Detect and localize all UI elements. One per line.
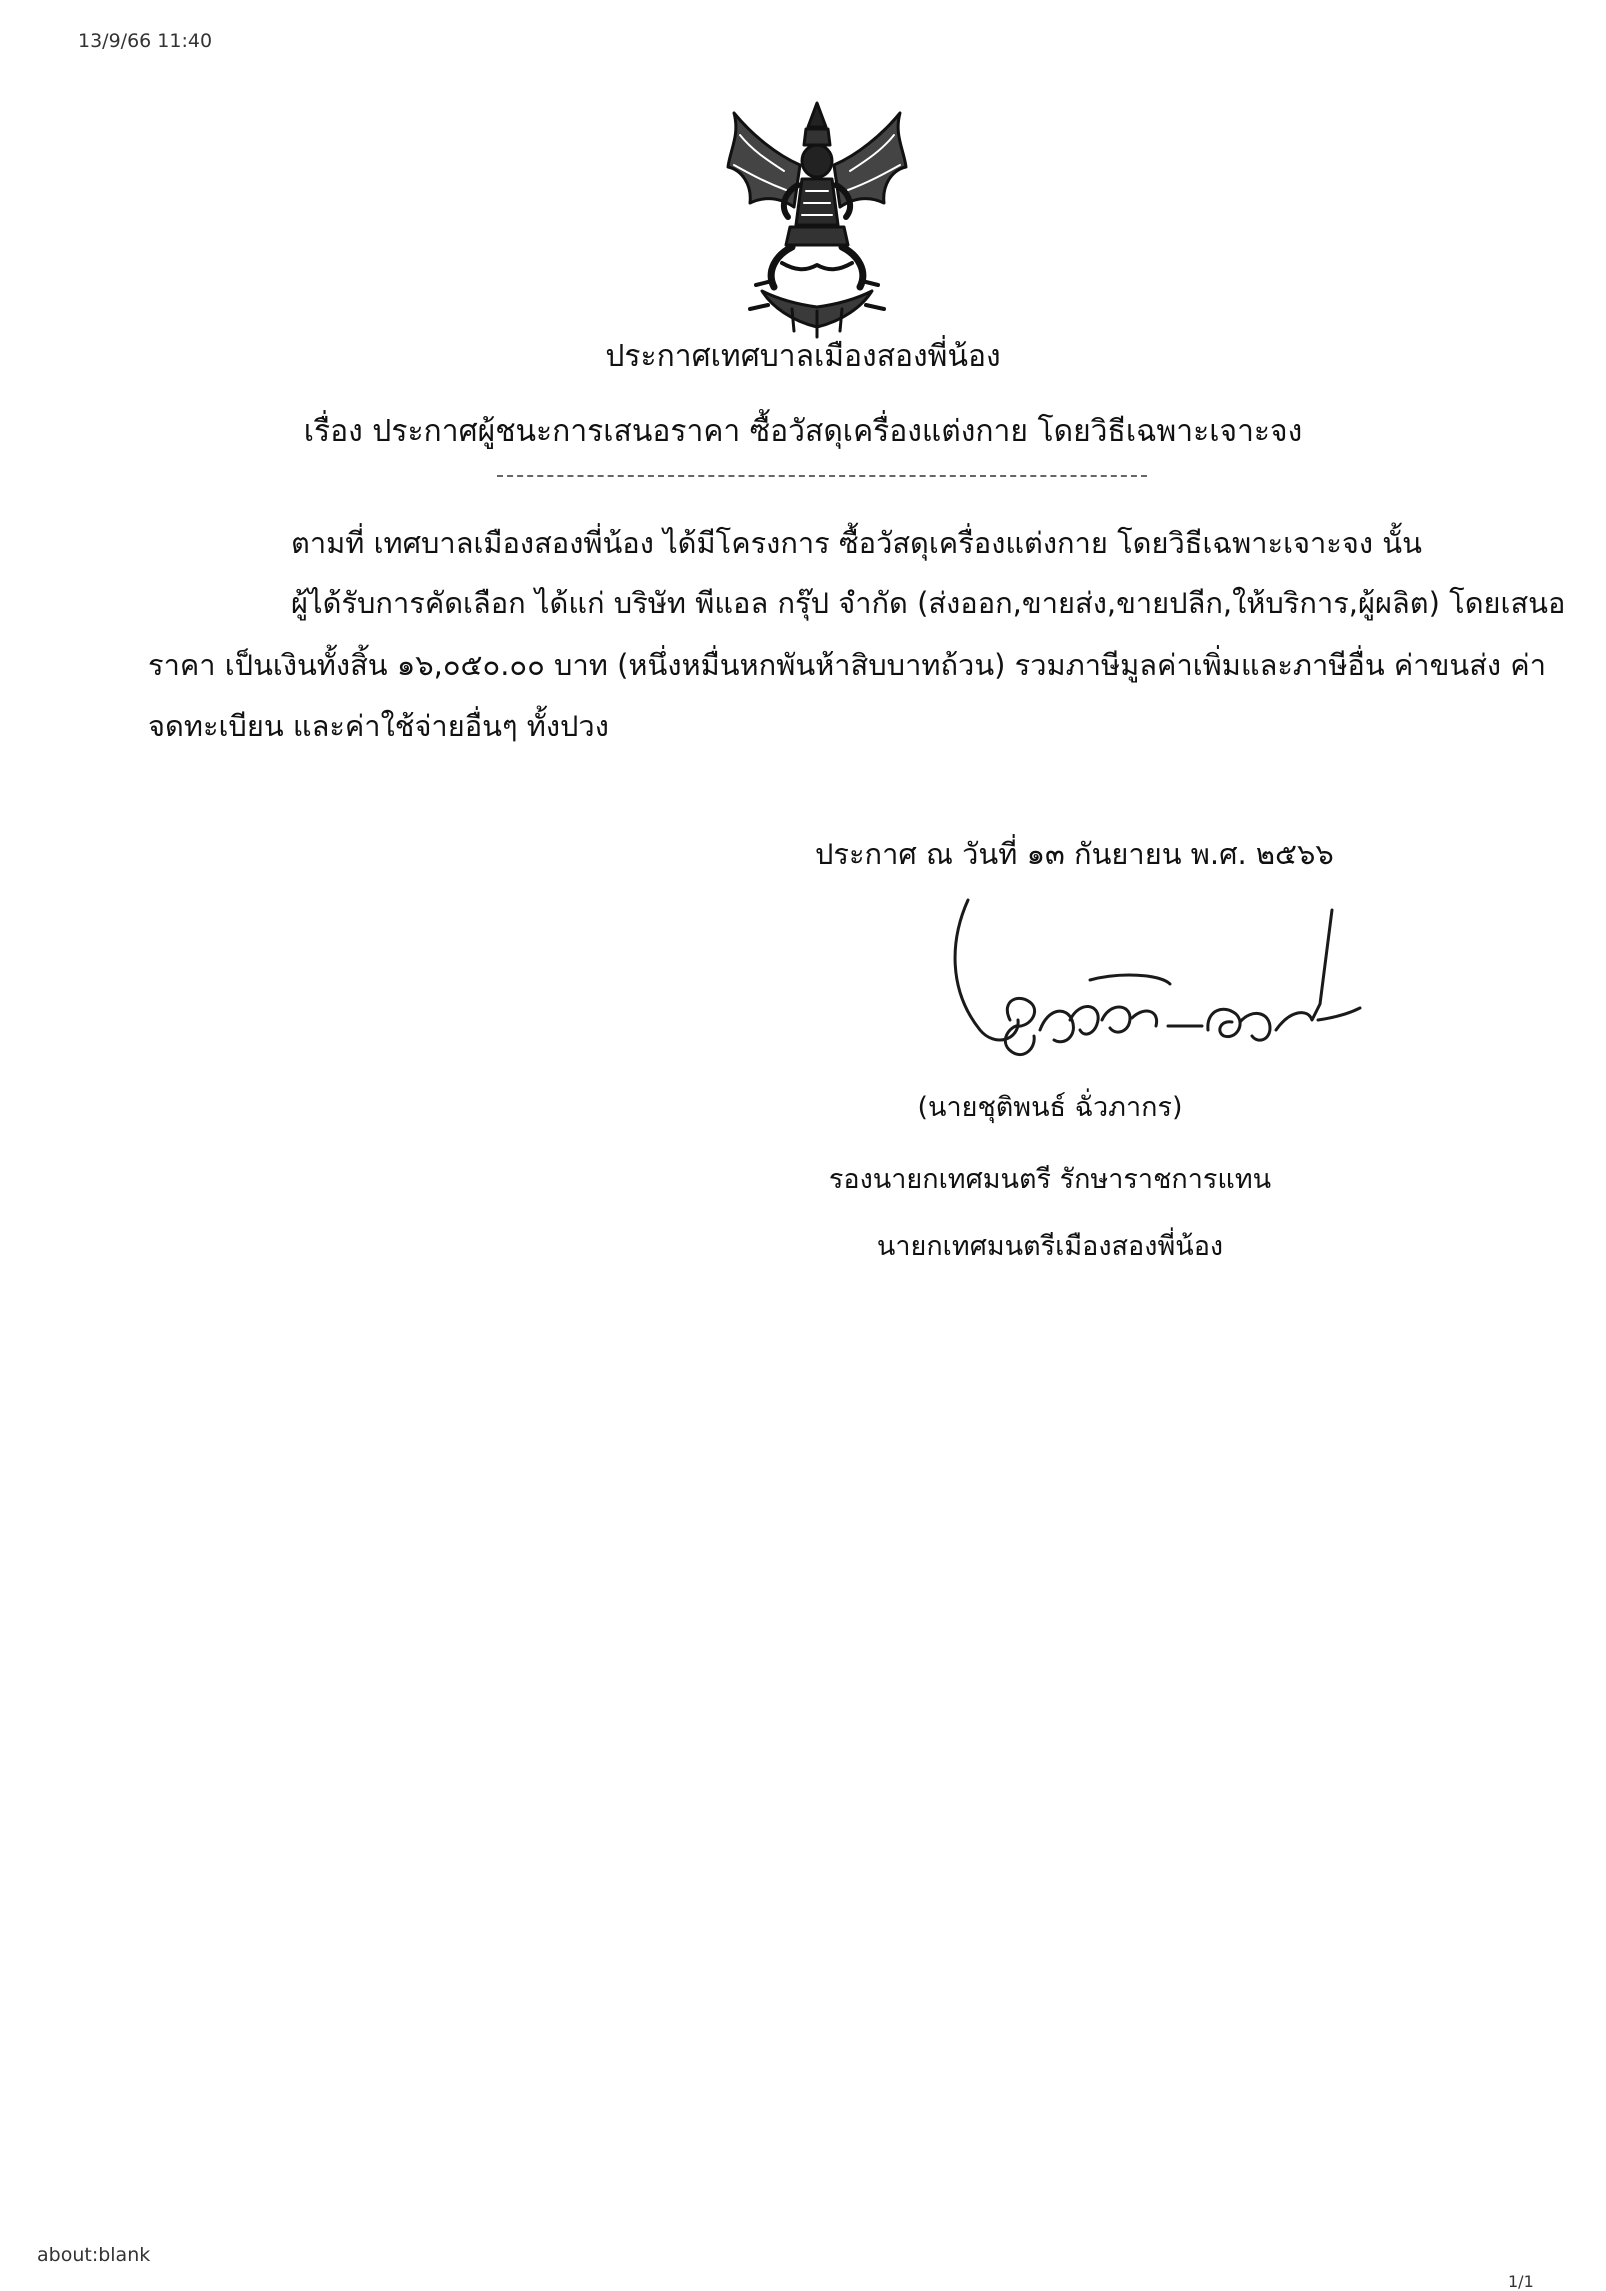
- body-line: ผู้ได้รับการคัดเลือก ได้แก่ บริษัท พีแอล กรุ๊ป จำกัด (ส่งออก,ขายส่ง,ขายปลีก,ให้บริการ,ผู้ผลิต) โดยเสนอ: [291, 586, 1566, 620]
- page-count: 1/1: [1508, 2272, 1534, 2291]
- document-title: ประกาศเทศบาลเมืองสองพี่น้อง: [605, 339, 1001, 374]
- title-separator: [497, 475, 1147, 477]
- signer-name: (นายชุติพนธ์ ฉั่วภากร): [917, 1092, 1183, 1123]
- body-line: ตามที่ เทศบาลเมืองสองพี่น้อง ได้มีโครงการ ซื้อวัสดุเครื่องแต่งกาย โดยวิธีเฉพาะเจาะจง นั้น: [291, 526, 1422, 560]
- body-line: ราคา เป็นเงินทั้งสิ้น ๑๖,๐๕๐.๐๐ บาท (หนึ่งหมื่นหกพันห้าสิบบาทถ้วน) รวมภาษีมูลค่าเพิ่มและภาษีอื่น ค่าขนส่ง ค่า: [148, 648, 1546, 682]
- handwritten-signature: [940, 880, 1380, 1090]
- print-timestamp: 13/9/66 11:40: [78, 30, 213, 52]
- signer-position: นายกเทศมนตรีเมืองสองพี่น้อง: [876, 1231, 1224, 1262]
- print-url: about:blank: [37, 2244, 151, 2266]
- announce-date: ประกาศ ณ วันที่ ๑๓ กันยายน พ.ศ. ๒๕๖๖: [815, 837, 1334, 871]
- body-line: จดทะเบียน และค่าใช้จ่ายอื่นๆ ทั้งปวง: [148, 709, 609, 743]
- signer-position: รองนายกเทศมนตรี รักษาราชการแทน: [828, 1164, 1272, 1195]
- garuda-emblem-icon: [722, 95, 912, 340]
- document-subject: เรื่อง ประกาศผู้ชนะการเสนอราคา ซื้อวัสดุเครื่องแต่งกาย โดยวิธีเฉพาะเจาะจง: [303, 414, 1303, 449]
